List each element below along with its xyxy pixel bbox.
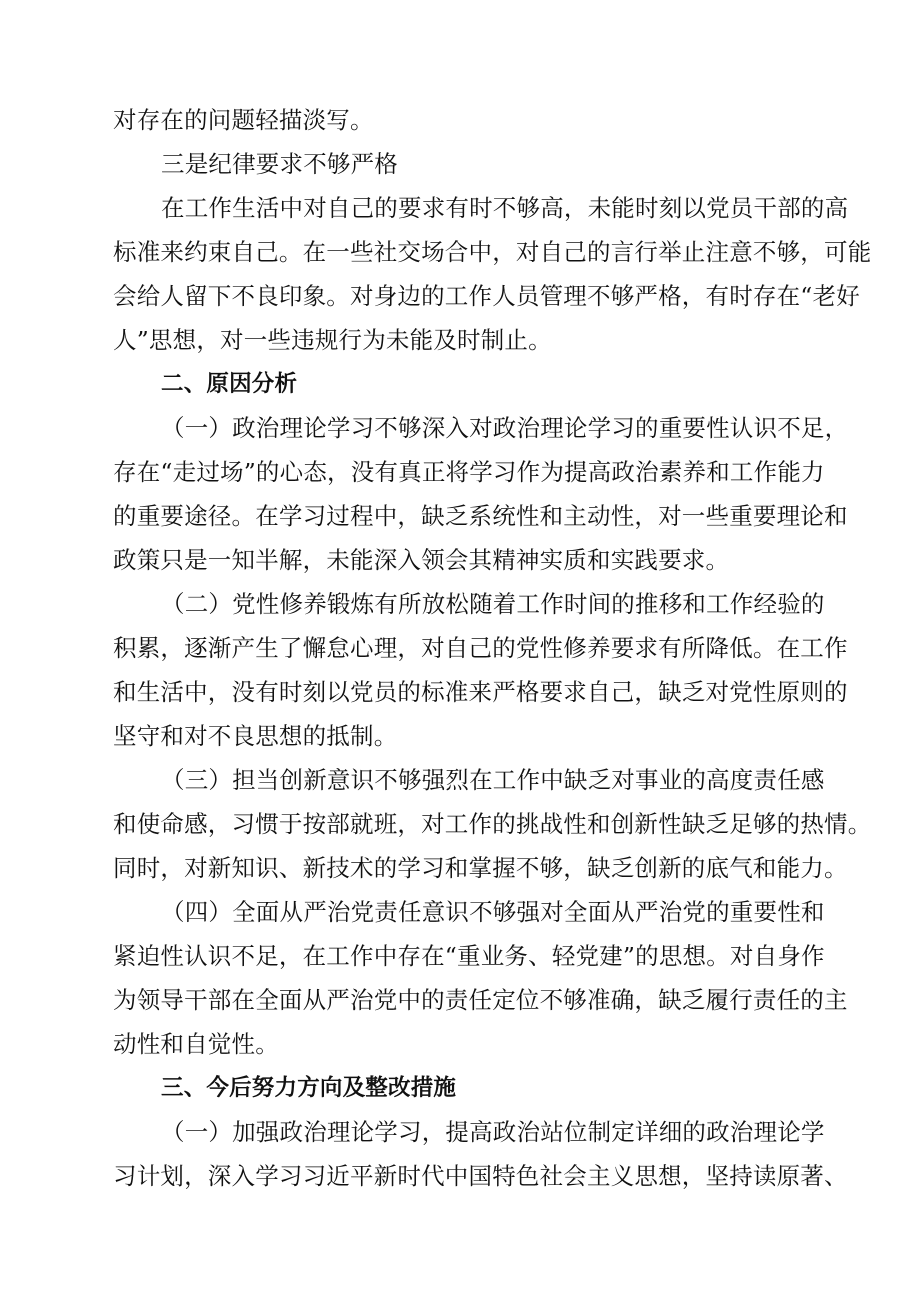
section-heading: 二、原因分析 xyxy=(161,371,298,397)
body-line: 对存在的问题轻描淡写。 xyxy=(113,106,374,134)
body-line: 存在“走过场”的心态，没有真正将学习作为提高政治素养和工作能力 xyxy=(113,458,825,486)
body-line: 为领导干部在全面从严治党中的责任定位不够准确，缺乏履行责任的主 xyxy=(113,986,848,1014)
body-line: 标准来约束自己。在一些社交场合中，对自己的言行举止注意不够，可能 xyxy=(113,238,872,266)
paragraph-first-line: （二）党性修养锻炼有所放松随着工作时间的推移和工作经验的 xyxy=(161,590,825,618)
body-line: 会给人留下不良印象。对身边的工作人员管理不够严格，有时存在“老好 xyxy=(113,282,860,310)
body-line: 的重要途径。在学习过程中，缺乏系统性和主动性，对一些重要理论和 xyxy=(113,502,848,530)
paragraph-first-line: （一）加强政治理论学习，提高政治站位制定详细的政治理论学 xyxy=(161,1118,825,1146)
paragraph-first-line: 在工作生活中对自己的要求有时不够高，未能时刻以党员干部的高 xyxy=(161,194,849,222)
paragraph-first-line: （三）担当创新意识不够强烈在工作中缺乏对事业的高度责任感 xyxy=(161,766,825,794)
body-line: 动性和自觉性。 xyxy=(113,1030,279,1058)
body-line: 紧迫性认识不足，在工作中存在“重业务、轻党建”的思想。对自身作 xyxy=(113,942,825,970)
body-line: 和生活中，没有时刻以党员的标准来严格要求自己，缺乏对党性原则的 xyxy=(113,678,848,706)
subheading-line: 三是纪律要求不够严格 xyxy=(161,150,398,178)
body-line: 同时，对新知识、新技术的学习和掌握不够，缺乏创新的底气和能力。 xyxy=(113,854,848,882)
section-heading: 三、今后努力方向及整改措施 xyxy=(161,1075,457,1101)
body-line: 人”思想，对一些违规行为未能及时制止。 xyxy=(113,326,552,354)
paragraph-first-line: （四）全面从严治党责任意识不够强对全面从严治党的重要性和 xyxy=(161,898,825,926)
paragraph-first-line: （一）政治理论学习不够深入对政治理论学习的重要性认识不足， xyxy=(161,414,849,442)
body-line: 坚守和对不良思想的抵制。 xyxy=(113,722,398,750)
body-line: 政策只是一知半解，未能深入领会其精神实质和实践要求。 xyxy=(113,546,730,574)
body-line: 习计划，深入学习习近平新时代中国特色社会主义思想，坚持读原著、 xyxy=(113,1162,848,1190)
body-line: 积累，逐渐产生了懈怠心理，对自己的党性修养要求有所降低。在工作 xyxy=(113,634,848,662)
body-line: 和使命感，习惯于按部就班，对工作的挑战性和创新性缺乏足够的热情。 xyxy=(113,810,872,838)
